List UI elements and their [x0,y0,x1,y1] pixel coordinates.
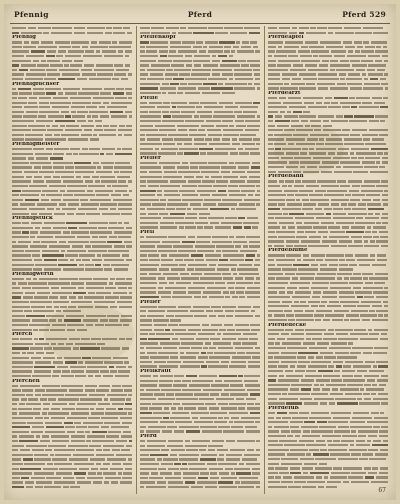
text-line [12,212,132,217]
entry-headword: Pfeil [140,229,155,235]
text-line [12,77,132,82]
text-line [140,91,260,96]
entry-headword: Pfennigstück [12,216,53,222]
text-line [268,31,388,36]
entry-headword: Pferchen [12,378,40,384]
running-head-center: Pferd [187,10,213,19]
text-line [140,429,260,434]
entry-headword: Pferdebahn [268,174,304,180]
entry-headword: Pfennigfuchser [12,81,60,87]
entry-headword: Pfeifenkopf [140,35,176,41]
running-head-right: Pferd 529 [342,10,386,19]
text-line [140,364,260,369]
text-line [12,485,132,490]
text-columns [12,26,388,494]
entry-headword: Pfeife [140,95,158,101]
entry-headword: Pferdeapfel [268,35,304,41]
text-line [12,137,132,142]
running-head-left: Pfennig [14,10,49,19]
entry-headword: Pfeifer [140,155,161,161]
text-line [12,374,132,379]
entry-headword: Pferdedecke [268,322,307,328]
entry-headword: Pfeiler [140,299,161,305]
text-line [12,328,132,333]
text-line [140,295,260,300]
text-line [268,86,388,91]
column-1 [12,26,132,494]
entry-headword: Pfeilkraut [140,369,171,375]
entry-headword: Pfennigmeister [12,142,60,148]
text-line [12,267,132,272]
text-line [140,485,260,490]
text-line [268,170,388,175]
text-line [140,151,260,156]
entry-headword: Pferdearzt [268,90,301,96]
text-line [140,225,260,230]
entry-headword: Pferdeblume [268,248,308,254]
entry-headword: Pfennigwerth [12,271,54,277]
entry-headword: Pferd [140,433,157,439]
text-line [268,318,388,323]
entry-headword: Pferdefuß [268,405,299,411]
column-2 [140,26,260,494]
book-page [4,4,396,500]
text-line [140,31,260,36]
text-line [268,244,388,249]
page-number: 67 [378,487,386,494]
header-rule [10,23,390,24]
entry-headword: Pferch [12,332,33,338]
running-head [10,10,390,22]
text-line [268,401,388,406]
text-line [268,485,388,490]
column-3 [268,26,388,494]
text-line [12,31,132,36]
entry-headword: Pfennig [12,35,36,41]
